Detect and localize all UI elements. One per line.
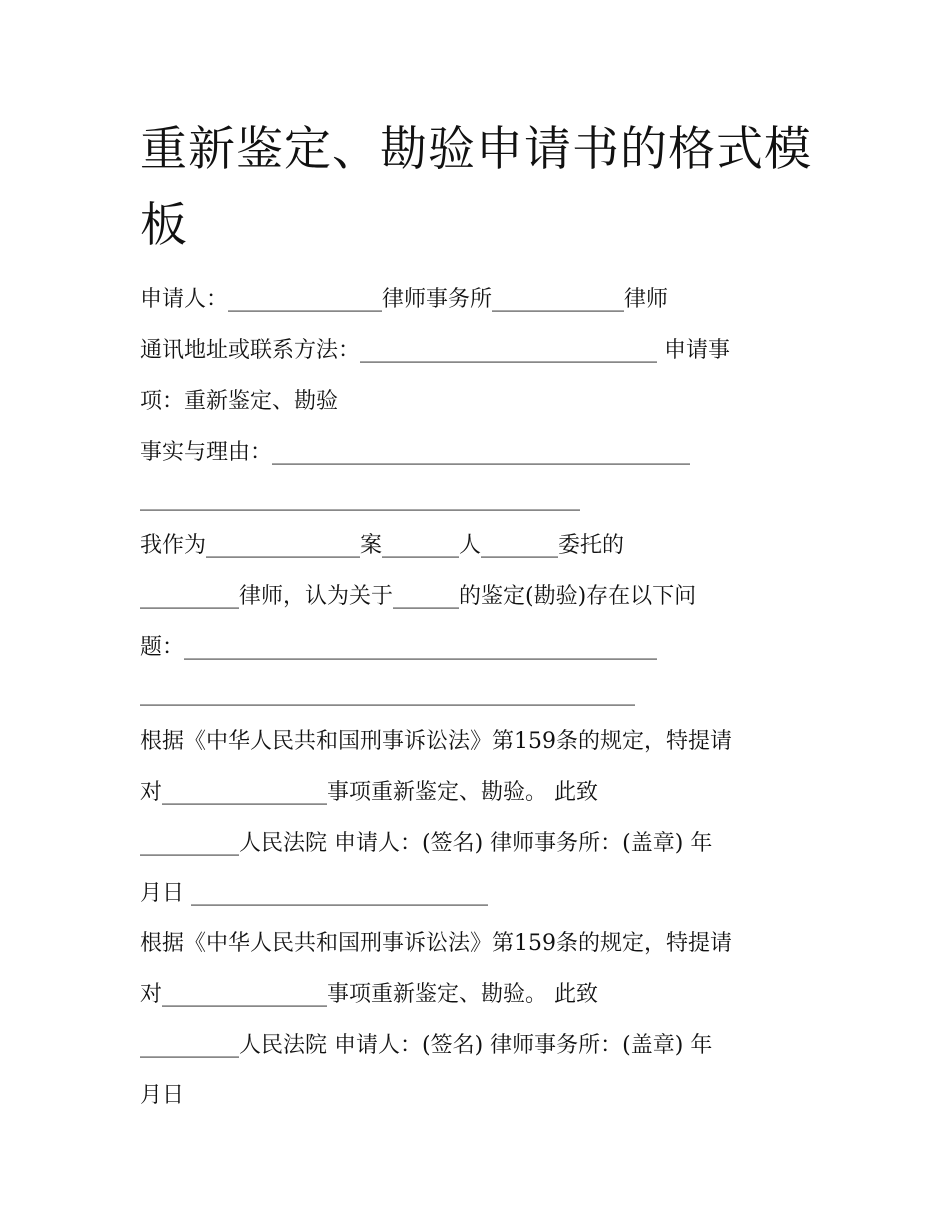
date-repeat-line: 月日 [140, 1083, 185, 1108]
document-title: 重新鉴定、勘验申请书的格式模板 [140, 122, 812, 253]
facts-reasons-line: 事实与理由：______________________________________ [140, 440, 691, 465]
statement-line-1: 我作为______________案_______人_______委托的 [140, 533, 625, 558]
legal-basis-line-1: 根据《中华人民共和国刑事诉讼法》第159条的规定，特提请 [140, 729, 732, 754]
matter-line: 项：重新鉴定、勘验 [140, 389, 339, 414]
legal-basis-repeat-line-2: 对_______________事项重新鉴定、勘验。 此致 [140, 982, 598, 1007]
statement-line-2: _________律师，认为关于______的鉴定(勘验)存在以下问 [140, 584, 697, 609]
problem-blank-line: _____________________________________________ [140, 681, 635, 706]
date-line: 月日 ___________________________ [140, 881, 488, 906]
legal-basis-repeat-line-1: 根据《中华人民共和国刑事诉讼法》第159条的规定，特提请 [140, 931, 732, 956]
address-line: 通讯地址或联系方法：___________________________ 申请事 [140, 338, 730, 363]
court-signature-line: _________人民法院 申请人：(签名) 律师事务所：(盖章) 年 [140, 831, 713, 856]
problem-line: 题：___________________________________________ [140, 635, 658, 660]
court-signature-repeat-line: _________人民法院 申请人：(签名) 律师事务所：(盖章) 年 [140, 1033, 713, 1058]
legal-basis-line-2: 对_______________事项重新鉴定、勘验。 此致 [140, 780, 598, 805]
applicant-line: 申请人：______________律师事务所____________律师 [140, 287, 669, 312]
facts-reasons-blank-line: ________________________________________ [140, 486, 580, 511]
